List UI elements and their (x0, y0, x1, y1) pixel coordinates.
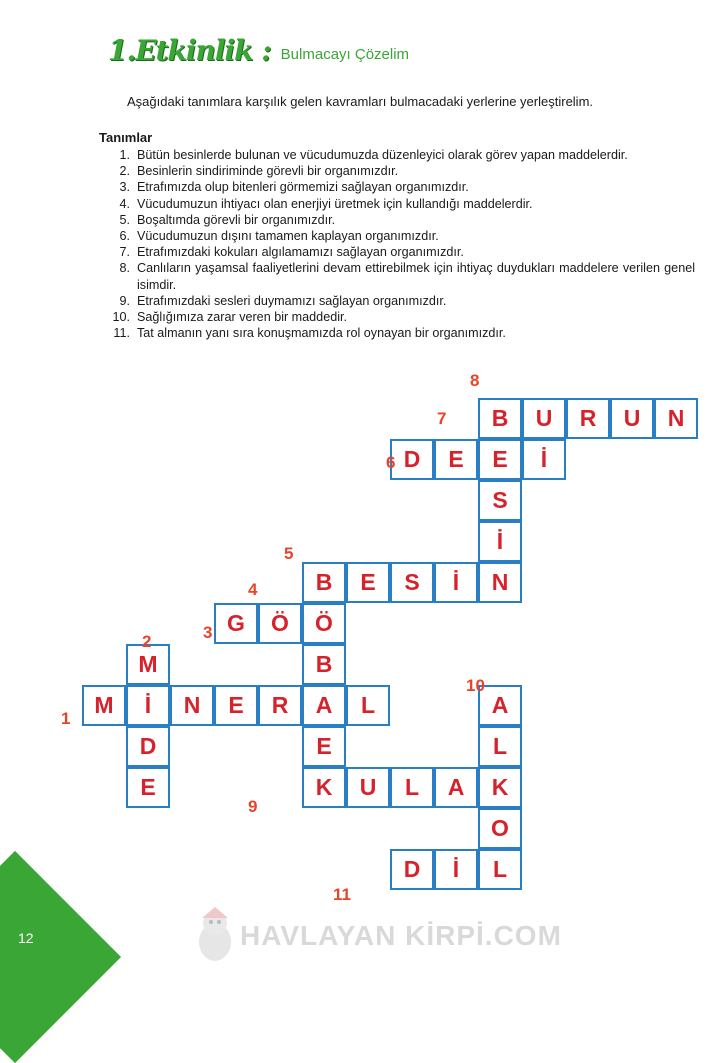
definition-text: Sağlığımıza zarar veren bir maddedir. (137, 310, 347, 325)
definition-text: Boşaltımda görevli bir organımızdır. (137, 212, 336, 227)
crossword-cell: Ö (302, 603, 346, 644)
crossword-cell: B (302, 644, 346, 685)
crossword-cell: N (170, 685, 214, 726)
clue-number-10: 10 (466, 676, 485, 695)
definition-item (97, 163, 695, 179)
clue-number-9: 9 (248, 797, 258, 816)
crossword-cell: B (478, 398, 522, 439)
clue-number-4: 4 (248, 580, 258, 599)
clue-number-5: 5 (284, 544, 294, 563)
definition-item (97, 212, 695, 228)
crossword-cell: N (478, 562, 522, 603)
crossword-cell: M (126, 644, 170, 685)
clue-number-2: 2 (142, 632, 152, 651)
crossword-cell: E (434, 439, 478, 480)
crossword-cell: A (302, 685, 346, 726)
crossword-cell: K (302, 767, 346, 808)
definition-number: 5. (119, 212, 130, 227)
crossword-cell: U (610, 398, 654, 439)
definition-number: 9. (119, 293, 130, 308)
crossword-cell: R (566, 398, 610, 439)
crossword-cell: E (346, 562, 390, 603)
crossword-cell: O (478, 808, 522, 849)
definition-text: Etrafımızdaki kokuları algılamamızı sağlayan organımızdır. (137, 245, 464, 260)
clue-number-7: 7 (437, 409, 447, 428)
definition-item (97, 196, 695, 212)
definition-text: Vücudumuzun dışını tamamen kaplayan organımızdır. (137, 229, 439, 244)
crossword-cell: E (302, 726, 346, 767)
crossword-cell: S (390, 562, 434, 603)
crossword-cell: L (478, 849, 522, 890)
clue-number-11: 11 (333, 885, 351, 904)
clue-number-1: 1 (61, 709, 71, 728)
definition-item (97, 179, 695, 195)
definition-number: 7. (119, 245, 130, 260)
definition-number: 1. (119, 148, 130, 162)
crossword-cell: M (82, 685, 126, 726)
crossword-cell: İ (522, 439, 566, 480)
definition-item (97, 244, 695, 260)
definition-item (97, 293, 695, 309)
crossword-cell: U (346, 767, 390, 808)
crossword-cell: İ (434, 562, 478, 603)
crossword-cell: İ (126, 685, 170, 726)
definition-number: 11. (113, 326, 130, 341)
definition-text: Tat almanın yanı sıra konuşmamızda rol oynayan bir organımızdır. (137, 326, 506, 341)
crossword-cell: R (258, 685, 302, 726)
crossword-cell: D (390, 849, 434, 890)
crossword-cell: D (126, 726, 170, 767)
crossword-cell: K (478, 767, 522, 808)
crossword-cell: A (434, 767, 478, 808)
clue-number-8: 8 (470, 371, 480, 390)
definition-text: Vücudumuzun ihtiyacı olan enerjiyi üretmek için kullandığı maddelerdir. (137, 196, 533, 211)
green-page-corner (0, 851, 121, 1063)
hedgehog-mascot-icon (192, 906, 238, 964)
clue-number-6: 6 (386, 453, 396, 472)
activity-logo: 1.Etkinlik : (108, 34, 271, 67)
activity-title: Bulmacayı Çözelim (280, 46, 410, 63)
crossword-cell: S (478, 480, 522, 521)
crossword-cell: İ (478, 521, 522, 562)
definition-number: 10. (112, 310, 130, 325)
crossword-cell: G (214, 603, 258, 644)
definition-item (97, 260, 695, 292)
definition-item (97, 147, 695, 163)
definition-number: 2. (119, 164, 130, 179)
definition-number: 3. (119, 180, 130, 195)
definition-text: Etrafımızdaki sesleri duymamızı sağlayan organımızdır. (137, 293, 447, 308)
crossword-cell: D (390, 439, 434, 480)
crossword-cell: Ö (258, 603, 302, 644)
crossword-cell: İ (434, 849, 478, 890)
definition-item (97, 309, 695, 325)
definition-item (97, 325, 695, 341)
crossword-cell: U (522, 398, 566, 439)
clue-number-3: 3 (203, 623, 213, 642)
crossword-cell: E (126, 767, 170, 808)
crossword-cell: E (478, 439, 522, 480)
definition-number: 8. (119, 261, 130, 276)
definition-text: Etrafımızda olup bitenleri görmemizi sağlayan organımızdır. (137, 180, 469, 195)
definition-number: 4. (119, 196, 130, 211)
crossword-cell: B (302, 562, 346, 603)
definitions-heading: Tanımlar (99, 130, 153, 145)
definition-item (97, 228, 695, 244)
watermark: HAVLAYAN KİRPİ.COM (240, 920, 562, 951)
definition-text: Canlıların yaşamsal faaliyetlerini devam ettirebilmek için ihtiyaç duydukları maddelere verilen genel isimdir. (137, 261, 695, 292)
definitions-list (97, 147, 695, 341)
page-number: 12 (18, 930, 34, 946)
crossword-cell: L (478, 726, 522, 767)
crossword-cell: L (390, 767, 434, 808)
crossword-cell: A (478, 685, 522, 726)
crossword-cell: E (214, 685, 258, 726)
instruction-text: Aşağıdaki tanımlara karşılık gelen kavramları bulmacadaki yerlerine yerleştirelim. (127, 94, 594, 109)
definition-text: Bütün besinlerde bulunan ve vücudumuzda düzenleyici olarak görev yapan maddelerdir. (137, 148, 628, 162)
definition-text: Besinlerin sindiriminde görevli bir organımızdır. (137, 164, 399, 179)
activity-header (108, 36, 409, 66)
definition-number: 6. (119, 229, 130, 244)
crossword-cell: L (346, 685, 390, 726)
crossword-cell: N (654, 398, 698, 439)
